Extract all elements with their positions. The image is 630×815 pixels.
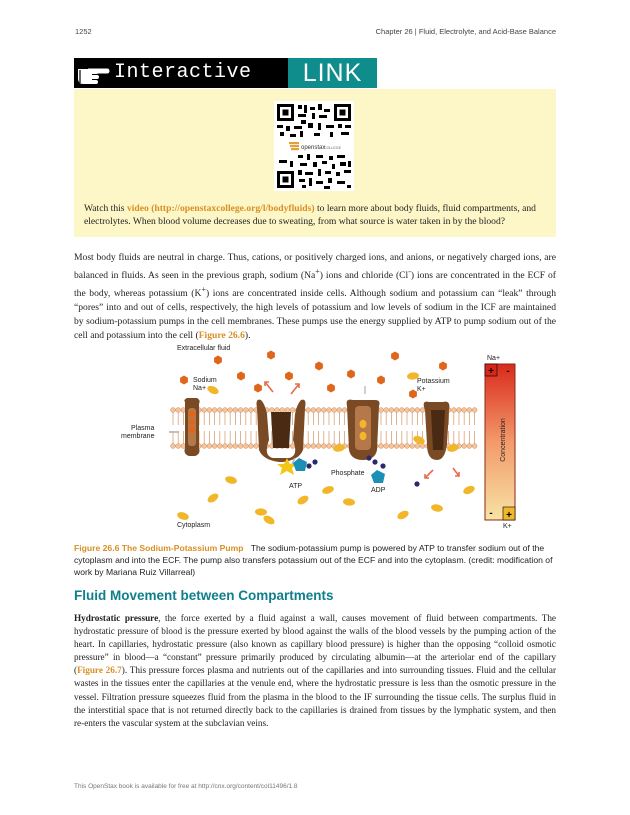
potassium-ion <box>206 384 220 396</box>
potassium-ion <box>206 492 220 505</box>
lipid-head <box>384 408 389 413</box>
lipid-head <box>207 408 212 413</box>
interactive-link-box <box>74 89 556 237</box>
body-paragraph-1: Most body fluids are neutral in charge. Thus, cations, or positively charged ions, and anions, or negatively charged ions, are balanced in fluids. As seen in the previous graph, sodium (Na+) ions and chloride (Cl-) ions are concentrated in the ECF of the body, whereas potassium (K+) ions are concentrated inside cells. Although sodium and potassium can “leak” through “pores” into and out of cells, respectively, the high levels of potassium and low levels of sodium in the ICF are maintained by sodium-potassium pumps in the cell membranes. These pumps use the energy supplied by ATP to pump sodium out of the cell and potassium into the cell (Figure 26.6). <box>74 252 556 342</box>
potassium-ion <box>430 503 443 512</box>
qr-code-image[interactable] <box>274 101 354 191</box>
figure-caption: Figure 26.6 The Sodium-Potassium Pump The sodium-potassium pump is powered by ATP to transfer sodium out of the cytoplasm and into the ECF. The pump also transfers potassium out of the ECF and into the cytoplasm. (credit: modification of work by Mariana Ruiz Villarreal) <box>74 543 553 577</box>
svg-text:+: + <box>506 510 512 521</box>
sodium-ion <box>267 351 275 360</box>
sodium-ion <box>327 384 335 393</box>
lipid-head <box>327 408 332 413</box>
k-label: K+ <box>417 386 426 393</box>
page-number: 1252 <box>75 27 92 36</box>
lipid-head <box>306 444 311 449</box>
na-label: Na+ <box>193 385 207 392</box>
sodium-ion <box>439 362 447 371</box>
pump-protein-1 <box>184 398 199 456</box>
lipid-head <box>327 444 332 449</box>
svg-text:-: - <box>506 366 510 377</box>
lipid-head <box>405 408 410 413</box>
sodium-ion <box>315 362 323 371</box>
lipid-head <box>405 444 410 449</box>
lipid-head <box>394 444 399 449</box>
lipid-head <box>462 444 467 449</box>
lipid-head <box>306 408 311 413</box>
sodium-ion <box>377 376 385 385</box>
lipid-head <box>275 408 280 413</box>
lipid-head <box>316 444 321 449</box>
lipid-head <box>321 408 326 413</box>
lipid-head <box>269 408 274 413</box>
lipid-head <box>316 408 321 413</box>
adp-molecule <box>371 470 385 483</box>
lipid-head <box>311 444 316 449</box>
qr-brand-suffix: COLLEGE <box>324 146 341 150</box>
lipid-head <box>223 444 228 449</box>
sodium-potassium-pump-figure <box>113 340 518 530</box>
lipid-head <box>212 444 217 449</box>
lipid-head <box>415 444 420 449</box>
potassium-ion <box>396 509 410 521</box>
pump-protein-4 <box>424 402 450 460</box>
lipid-head <box>332 408 337 413</box>
lipid-head <box>342 408 347 413</box>
sodium-label: Sodium <box>193 377 217 384</box>
lipid-head <box>420 444 425 449</box>
lipid-head <box>472 408 477 413</box>
lipid-head <box>472 444 477 449</box>
lipid-head <box>202 408 207 413</box>
body-paragraph-2: Hydrostatic pressure, the force exerted by a fluid against a wall, causes movement of fluid between compartments. The hydrostatic pressure of blood is the pressure exerted by blood against the walls of the blood vessels by the pumping action of the heart. In capillaries, hydrostatic pressure (also known as capillary blood pressure) is higher than the opposing “colloid osmotic pressure” in blood—a “constant” pressure primarily produced by circulating albumin—at the arteriolar end of the capillary (Figure 26.7). This pressure forces plasma and nutrients out of the capillaries and into surrounding tissues. Fluid and the cellular wastes in the tissues enter the capillaries at the venule end, where the hydrostatic pressure is less than the osmotic pressure in the vessel. Filtration pressure squeezes fluid from the plasma in the blood to the IF surrounding the tissue cells. The surplus fluid in the interstitial space that is not returned directly back to the capillaries is drained from tissues by the lymphatic system, and then re-enters the vascular system at the subclavian veins. <box>74 613 557 728</box>
lipid-head <box>176 408 181 413</box>
svg-text:+: + <box>488 366 494 377</box>
lipid-head <box>311 408 316 413</box>
potassium-ion <box>262 514 276 526</box>
lipid-head <box>202 444 207 449</box>
lipid-head <box>337 408 342 413</box>
lipid-head <box>243 444 248 449</box>
banner-black <box>74 58 288 88</box>
interactive-link-text: Watch this video (http://openstaxcollege.org/l/bodyfluids) to learn more about body fluids, fluid compartments, and electrolytes. When blood volume decreases due to sweating, from what source is water taken in by the blood? <box>84 203 536 227</box>
potassium-ion <box>224 475 237 485</box>
sodium-ion <box>180 376 188 385</box>
lipid-head <box>228 444 233 449</box>
potassium-label: Potassium <box>417 378 450 385</box>
figure-caption-label: Figure 26.6 The Sodium-Potassium Pump <box>74 543 244 553</box>
potassium-ion <box>176 511 190 522</box>
lipid-head <box>238 408 243 413</box>
lipid-head <box>228 408 233 413</box>
extracellular-label: Extracellular fluid <box>177 345 231 352</box>
interactive-link-banner <box>74 58 556 88</box>
potassium-ion <box>321 485 335 496</box>
lipid-head <box>389 444 394 449</box>
lipid-head <box>280 408 285 413</box>
svg-text:-: - <box>489 508 493 519</box>
lipid-head <box>233 444 238 449</box>
section-title: Fluid Movement between Compartments <box>74 588 334 603</box>
lipid-head <box>451 408 456 413</box>
lipid-head <box>420 408 425 413</box>
pump-protein-3 <box>347 400 380 460</box>
sodium-ion <box>347 370 355 379</box>
lipid-head <box>171 444 176 449</box>
na-top-label: Na+ <box>487 355 501 362</box>
lipid-head <box>207 444 212 449</box>
k-bottom-label: K+ <box>503 523 512 530</box>
lipid-head <box>399 408 404 413</box>
sodium-ion <box>254 384 262 393</box>
membrane-label: membrane <box>121 433 155 440</box>
lipid-head <box>379 408 384 413</box>
lipid-head <box>379 444 384 449</box>
potassium-ion <box>296 494 310 506</box>
cytoplasm-label: Cytoplasm <box>177 522 211 529</box>
lipid-head <box>285 408 290 413</box>
lipid-head <box>212 408 217 413</box>
banner-interactive-word: Interactive <box>114 61 252 84</box>
sodium-ion <box>285 372 293 381</box>
lipid-head <box>217 444 222 449</box>
lipid-head <box>462 408 467 413</box>
atp-molecule <box>293 458 307 471</box>
adp-label: ADP <box>371 487 386 494</box>
lipid-head <box>176 444 181 449</box>
chapter-header: Chapter 26 | Fluid, Electrolyte, and Acid-Base Balance <box>375 27 556 36</box>
lipid-head <box>171 408 176 413</box>
lipid-head <box>249 444 254 449</box>
lipid-head <box>249 408 254 413</box>
lipid-head <box>394 408 399 413</box>
concentration-label: Concentration <box>500 418 507 462</box>
banner-link-word: LINK <box>288 58 377 88</box>
lipid-head <box>238 444 243 449</box>
lipid-head <box>410 408 415 413</box>
potassium-ion <box>462 484 476 495</box>
lipid-head <box>415 408 420 413</box>
page-footer: This OpenStax book is available for free at http://cnx.org/content/col11496/1.8 <box>74 783 298 790</box>
qr-brand-text: openstax <box>301 145 326 151</box>
lipid-head <box>290 408 295 413</box>
plasma-label: Plasma <box>131 425 155 432</box>
video-link[interactable]: video (http://openstaxcollege.org/l/bodyfluids) <box>126 203 315 214</box>
lipid-head <box>217 408 222 413</box>
pointing-hand-icon <box>76 60 110 86</box>
figure-26-7-link[interactable]: Figure 26.7 <box>77 665 122 676</box>
lipid-head <box>254 444 259 449</box>
lipid-head <box>223 408 228 413</box>
lipid-head <box>243 408 248 413</box>
lipid-head <box>399 444 404 449</box>
lipid-head <box>410 444 415 449</box>
sodium-ion <box>237 372 245 381</box>
hydrostatic-pressure-term: Hydrostatic pressure <box>74 613 159 623</box>
lipid-head <box>467 444 472 449</box>
lipid-head <box>233 408 238 413</box>
sodium-ion <box>391 352 399 361</box>
lipid-head <box>389 408 394 413</box>
lipid-head <box>467 408 472 413</box>
sodium-ion <box>214 356 222 365</box>
atp-label: ATP <box>289 483 303 490</box>
potassium-ion <box>255 508 267 516</box>
phosphate-label: Phosphate <box>331 470 365 477</box>
potassium-ion <box>343 498 356 506</box>
lipid-head <box>457 408 462 413</box>
sodium-ion <box>409 390 417 399</box>
lipid-head <box>290 444 295 449</box>
lipid-head <box>321 444 326 449</box>
lipid-head <box>384 444 389 449</box>
figure-26-6-link[interactable]: Figure 26.6 <box>198 330 245 342</box>
